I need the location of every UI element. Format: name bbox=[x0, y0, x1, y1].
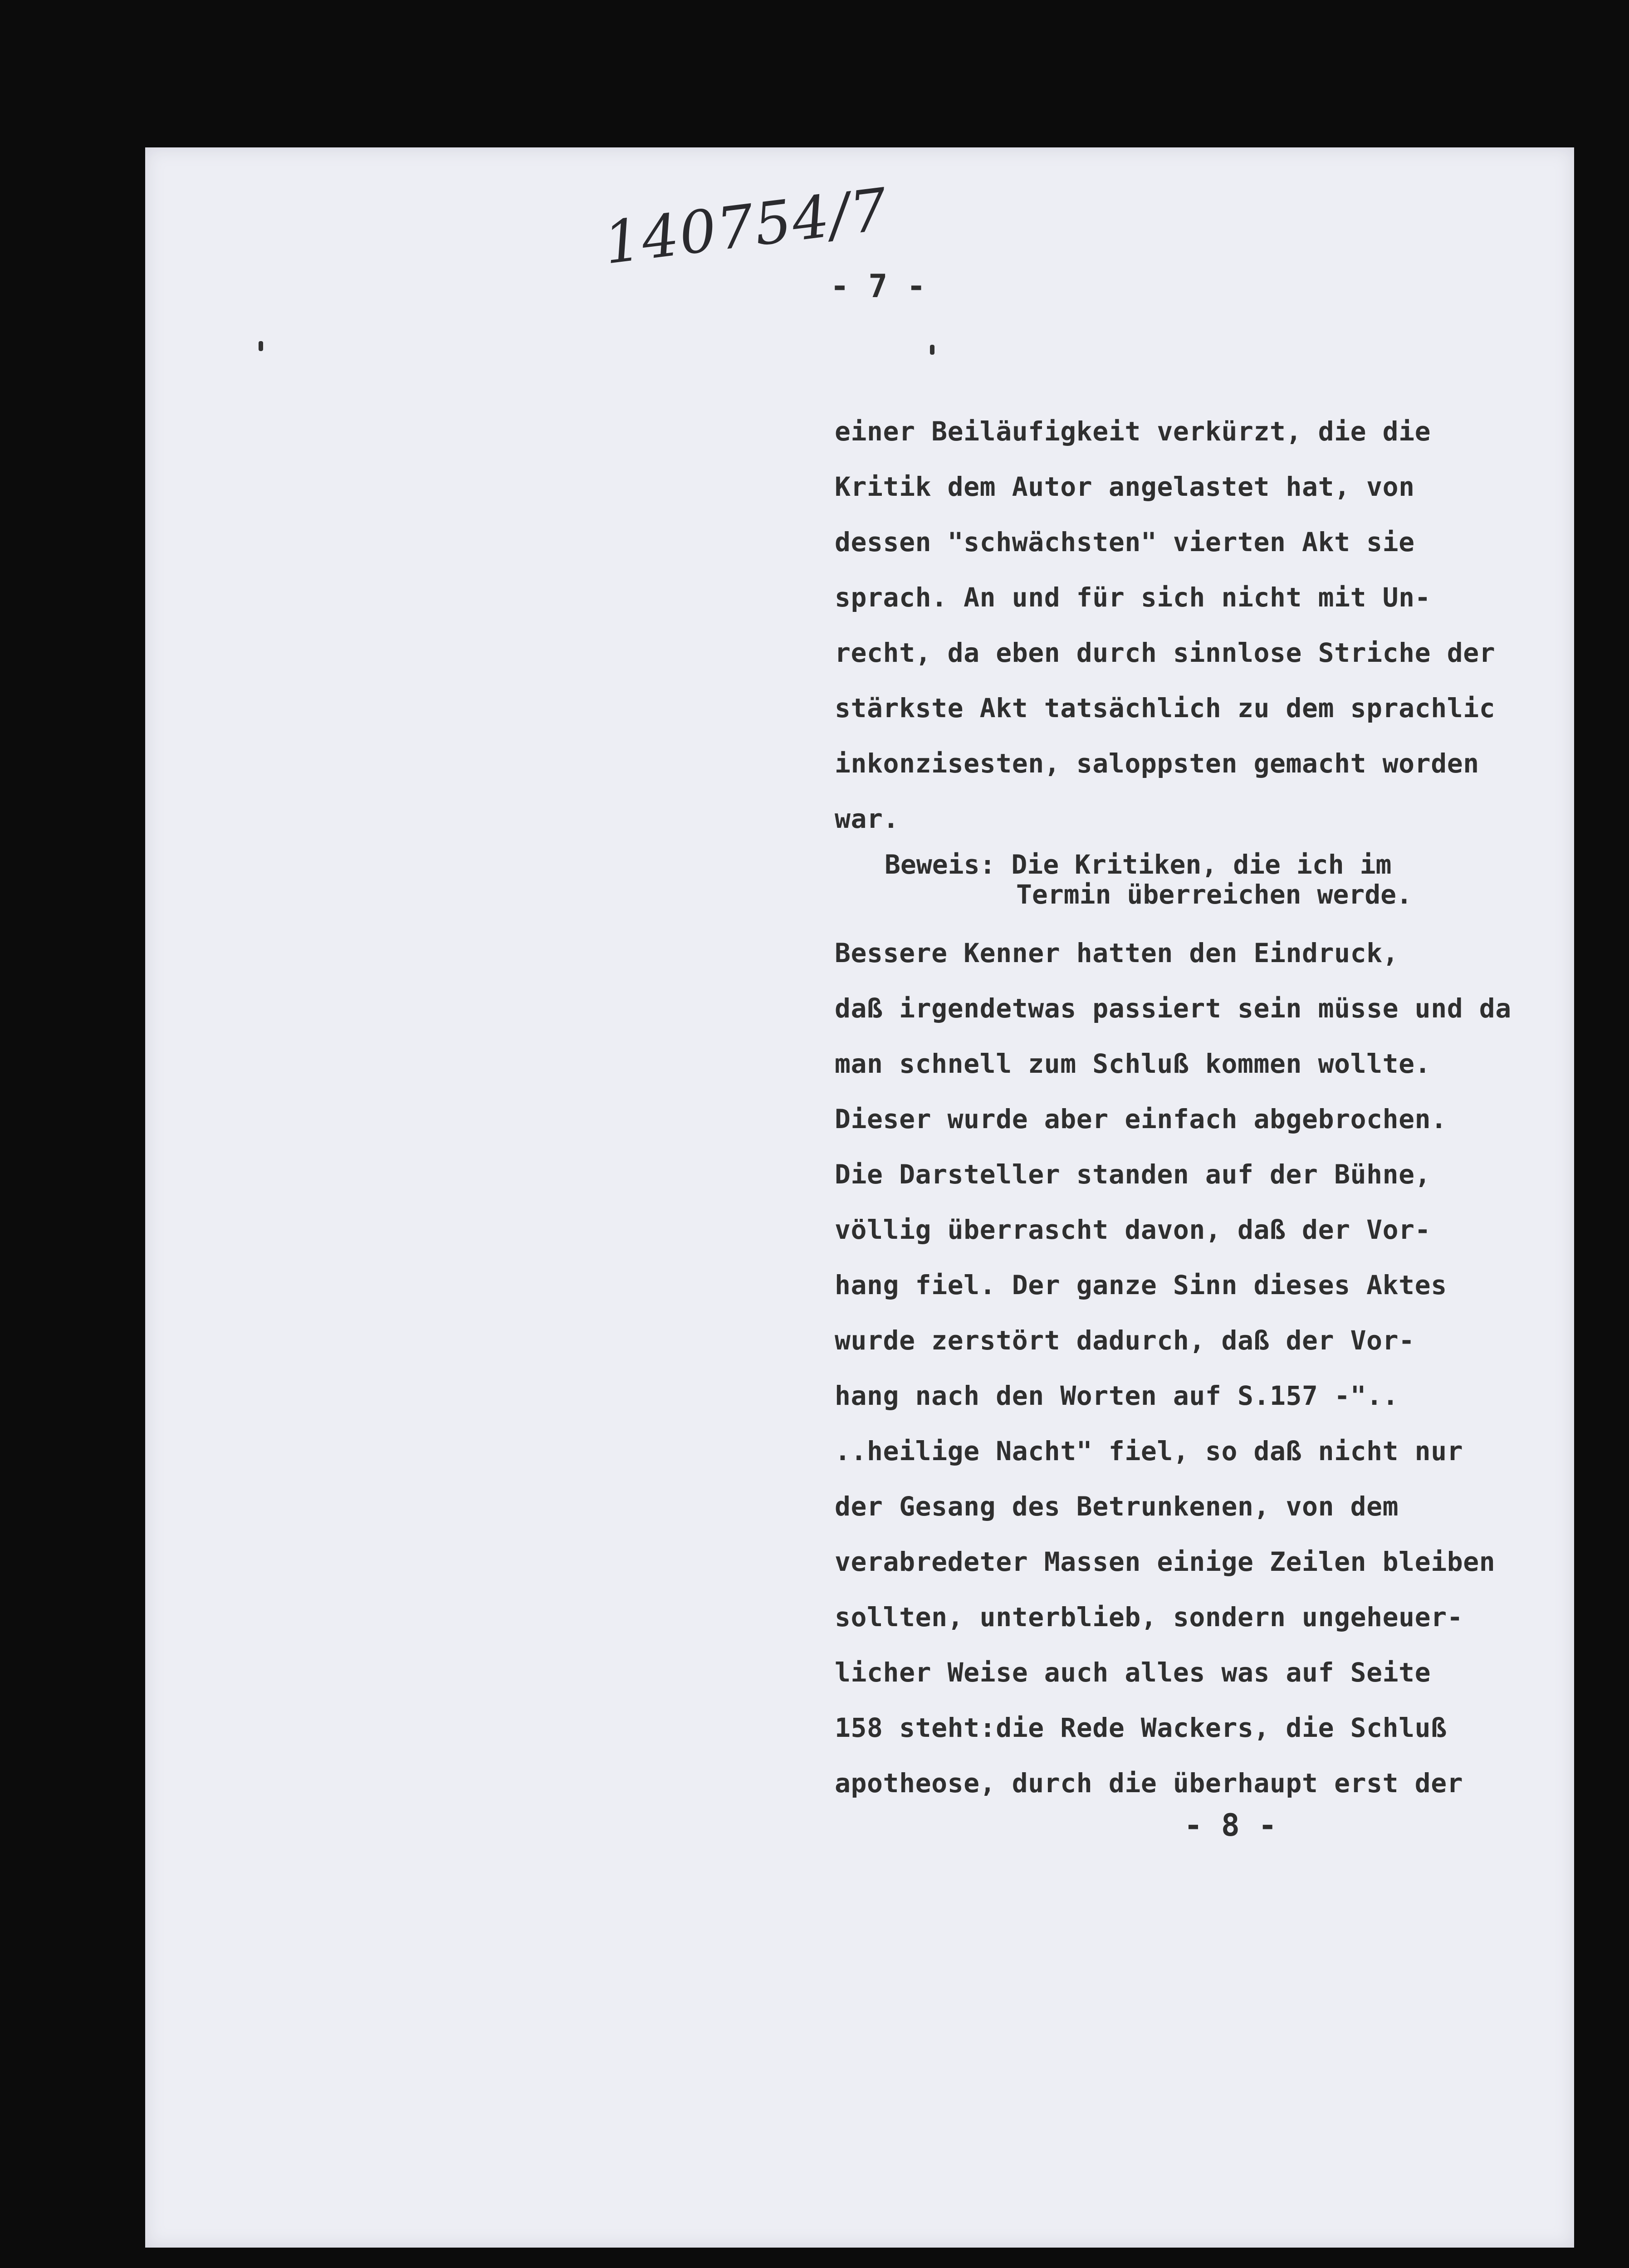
text-line: Bessere Kenner hatten den Eindruck, bbox=[835, 938, 1399, 968]
text-line: Kritik dem Autor angelastet hat, von bbox=[835, 471, 1415, 502]
text-line: ..heilige Nacht" fiel, so daß nicht nur bbox=[835, 1436, 1463, 1466]
page-header-number: - 7 - bbox=[830, 268, 926, 305]
text-line: hang nach den Worten auf S.157 -".. bbox=[835, 1380, 1399, 1411]
text-line: stärkste Akt tatsächlich zu dem sprachlic bbox=[835, 693, 1496, 723]
text-line: verabredeter Massen einige Zeilen bleiben bbox=[835, 1546, 1496, 1577]
text-line: man schnell zum Schluß kommen wollte. bbox=[835, 1048, 1431, 1079]
text-line: der Gesang des Betrunkenen, von dem bbox=[835, 1491, 1399, 1522]
text-line: recht, da eben durch sinnlose Striche der bbox=[835, 637, 1496, 668]
text-line: inkonzisesten, saloppsten gemacht worden bbox=[835, 748, 1479, 779]
evidence-line-2: Termin überreichen werde. bbox=[1016, 879, 1412, 910]
text-line: hang fiel. Der ganze Sinn dieses Aktes bbox=[835, 1270, 1447, 1300]
body-text-bottom bbox=[835, 925, 1547, 1811]
text-line: Dieser wurde aber einfach abgebrochen. bbox=[835, 1104, 1447, 1134]
text-line: dessen "schwächsten" vierten Akt sie bbox=[835, 527, 1415, 557]
margin-mark bbox=[259, 341, 263, 351]
text-line: völlig überrascht davon, daß der Vor- bbox=[835, 1214, 1431, 1245]
text-line: einer Beiläufigkeit verkürzt, die die bbox=[835, 416, 1431, 447]
text-line: licher Weise auch alles was auf Seite bbox=[835, 1657, 1431, 1688]
page-footer-number: - 8 - bbox=[1184, 1808, 1277, 1843]
handwritten-reference-number: 140754/7 bbox=[600, 176, 892, 278]
body-text-top bbox=[835, 404, 1547, 846]
text-line: wurde zerstört dadurch, daß der Vor- bbox=[835, 1325, 1415, 1356]
text-line: 158 steht:die Rede Wackers, die Schluß bbox=[835, 1712, 1447, 1743]
text-line: Die Darsteller standen auf der Bühne, bbox=[835, 1159, 1431, 1190]
text-line: daß irgendetwas passiert sein müsse und da bbox=[835, 993, 1512, 1024]
text-line: war. bbox=[835, 803, 900, 834]
evidence-line-1: Beweis: Die Kritiken, die ich im bbox=[885, 849, 1392, 880]
text-line: apotheose, durch die überhaupt erst der bbox=[835, 1768, 1463, 1799]
margin-mark bbox=[930, 345, 934, 355]
text-line: sollten, unterblieb, sondern ungeheuer- bbox=[835, 1602, 1463, 1633]
text-line: sprach. An und für sich nicht mit Un- bbox=[835, 582, 1431, 613]
